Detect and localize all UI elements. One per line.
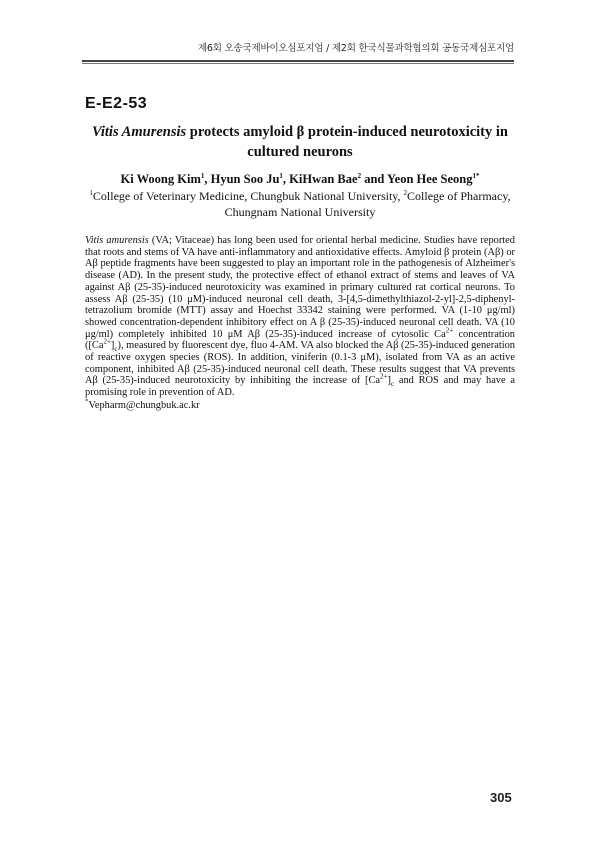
author-list bbox=[80, 172, 520, 187]
affiliation-2: College of Pharmacy, bbox=[407, 189, 511, 203]
page-number: 305 bbox=[490, 790, 512, 805]
abstract-text: and ROS and may have a promising role in prevention of AD. bbox=[85, 375, 515, 399]
corresponding-email bbox=[85, 397, 200, 411]
author-affil-mark: 1 bbox=[200, 171, 205, 180]
header-rule-thin bbox=[82, 63, 514, 64]
author-name: KiHwan Bae bbox=[289, 172, 358, 186]
author-name: Ki Woong Kim bbox=[120, 172, 201, 186]
superscript: 2+ bbox=[103, 337, 111, 346]
author-separator: , bbox=[204, 172, 208, 186]
title-line2: cultured neurons bbox=[247, 144, 353, 160]
paper-title bbox=[80, 122, 520, 162]
abstract-code: E-E2-53 bbox=[85, 95, 148, 112]
subscript: c bbox=[390, 380, 395, 389]
running-head: 제6회 오송국제바이오심포지엄 / 제2회 한국식물과학협의회 공동국제심포지엄 bbox=[197, 43, 514, 54]
author-affil-mark: 2 bbox=[357, 171, 362, 180]
email-address: Vepharm@chungbuk.ac.kr bbox=[88, 400, 200, 411]
superscript: 2+ bbox=[380, 372, 388, 381]
author-affil-mark: 1* bbox=[472, 171, 480, 180]
abstract-text: concentration ([Ca bbox=[85, 328, 515, 352]
abstract-text: ), measured by fluorescent dye, fluo 4-AM. VA also blocked the Aβ (25-35)-induced generation of reactive oxygen species (ROS). In addition, viniferin (0.1-3 μM), isolated from VA as an active component, inhibited Aβ (25-35)-induced neuronal cell death. These results suggest that VA prevents Aβ (25-35)-induced neurotoxicity by inhibiting the increase of [Ca bbox=[85, 340, 515, 387]
author-name: Hyun Soo Ju bbox=[210, 172, 280, 186]
superscript: 2+ bbox=[445, 326, 454, 335]
title-line1-rest: protects amyloid β protein-induced neurotoxicity in bbox=[189, 124, 508, 140]
abstract-text: ] bbox=[387, 375, 391, 387]
affil-mark: 1 bbox=[89, 189, 93, 197]
abstract-body bbox=[85, 235, 515, 399]
author-name: Yeon Hee Seong bbox=[387, 172, 473, 186]
abstract-species: Vitis amurensis bbox=[85, 235, 149, 246]
abstract-text: ] bbox=[110, 340, 115, 352]
affiliation-2-cont: Chungnam National University bbox=[224, 205, 376, 219]
abstract-text: (VA; Vitaceae) has long been used for oriental herbal medicine. Studies have reported that roots and stems of VA have anti-inflammatory and antioxidative effects. Amyloid β protein (Aβ) or Aβ peptide fragments have been suggested to play an important role in the pathogenesis of Alzheimer's disease (AD). In the present study, the protective effect of ethanol extract of stems and leaves of VA against Aβ (25-35)-induced neurotoxicity was examined in primary cultured rat cortical neurons. To assess Aβ (25-35) (10 μM)-induced neuronal cell death, 3-[4,5-dimethylthiazol-2-yl]-2,5-diphenyl-tetrazolium bromide (MTT) assay and Hoechst 33342 staining were performed. VA (1-10 μg/ml) showed concentration-dependent inhibitory effect on A β (25-35)-induced neuronal cell death. VA (10 μg/ml) completely inhibited 10 μM Aβ (25-35)-induced increase of cytosolic Ca bbox=[85, 235, 515, 340]
affiliation-1: College of Veterinary Medicine, Chungbuk National University, bbox=[92, 189, 404, 203]
affiliations bbox=[80, 188, 520, 220]
affil-mark: 2 bbox=[403, 189, 408, 197]
header-rule bbox=[82, 60, 514, 62]
author-affil-mark: 1 bbox=[279, 171, 283, 180]
title-species: Vitis Amurensis bbox=[92, 124, 187, 140]
author-conjunction: and bbox=[364, 172, 385, 186]
abstract-paragraph bbox=[85, 235, 515, 399]
author-separator: , bbox=[282, 172, 287, 186]
corresponding-mark: * bbox=[85, 397, 89, 406]
subscript: c bbox=[114, 345, 118, 354]
